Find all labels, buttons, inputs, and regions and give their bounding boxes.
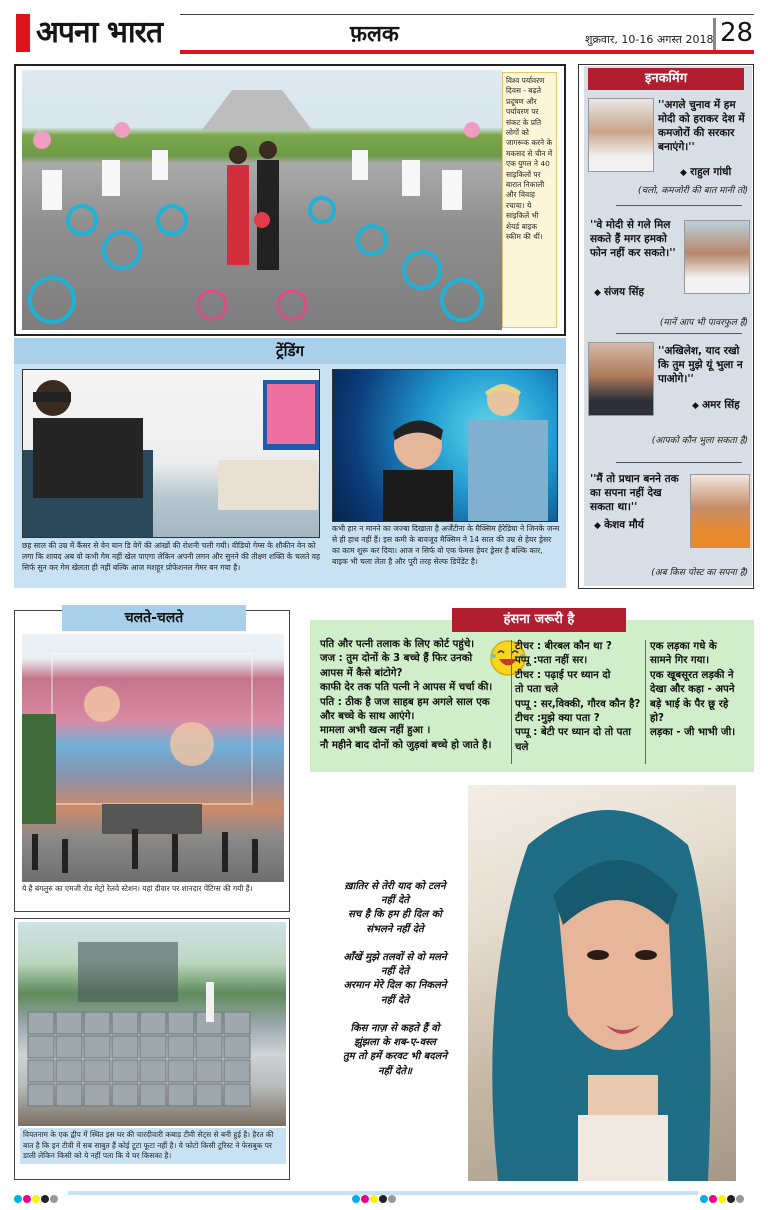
portrait-amar-singh	[588, 342, 654, 416]
joke-line: लड़का - जी भाभी जी।	[650, 727, 736, 739]
actress-portrait-photo	[468, 785, 736, 1181]
quote-text: ''मैं तो प्रधान बनने तक का सपना नहीं देख सकता था।''	[590, 473, 679, 513]
masthead-top-rule	[180, 14, 754, 15]
portrait-rahul-gandhi	[588, 98, 654, 172]
tv-house-caption: वियतनाम के एक द्वीप में स्थित इस घर की चारदीवारी कबाड़ टीवी सेट्स से बनी हुई है। हैरत की बात है कि इन टीवी में सब साबुत हैं कोई टूटा फूटा नहीं है। ये फोटो किसी टूरिस्ट ने फेसबुक पर डाली लेकिन किसी को ये नहीं पता कि ये घर किसका है।	[20, 1128, 286, 1164]
joke-line: एक लड़का गधे के	[650, 641, 717, 652]
joke-line: जज : तुम दोनों के 3 बच्चे हैं फिर उनको	[320, 653, 473, 665]
poem-line: आँखें मुझे तलवों से वो मलने	[343, 952, 447, 964]
quote-text: ''अखिलेश, याद रखो कि तुम मुझे यूं भुला न पाओगे।''	[658, 345, 743, 385]
joke-line: टीचर : पढ़ाई पर ध्यान दो	[515, 669, 611, 681]
joke-line: देखा और कहा - अपने	[650, 684, 735, 696]
joke-line: चले	[515, 741, 529, 753]
trending-heading: ट्रेंडिंग	[14, 338, 566, 364]
poem-line: संभलने नहीं देते	[366, 923, 424, 935]
poem-line: अरमान मेरे दिल का निकलने	[343, 980, 447, 992]
joke-line: पप्पू :पता नहीं सर।	[515, 655, 588, 667]
joke-divider	[511, 640, 512, 764]
top-story-caption: विश्व पर्यावरण दिवस - बढ़ते प्रदूषण और पर्यावरण पर संकट के प्रति लोगों को जागरूक करने के मकसद से चीन में एक युगल ने 40 साइकिलों पर बारात निकाली और विवाह रचाया। ये साइकिलें भी शेयर्ड बाइक स्कीम की थीं।	[506, 76, 553, 242]
joke-column-2	[515, 640, 643, 755]
tv-wall-photo	[18, 922, 286, 1126]
joke-line: हो?	[650, 713, 664, 725]
joke-line: पति और पत्नी तलाक के लिए कोर्ट पहुंचे।	[320, 639, 475, 650]
joke-line: टीचर :मुझे क्या पता ?	[515, 713, 600, 725]
poem-line	[330, 937, 460, 951]
joke-line: पप्पू : बेटी पर ध्यान दो तो पता	[515, 727, 631, 739]
newspaper-logo: अपना भारत	[36, 15, 163, 50]
joke-line: पप्पू : सर,विक्की, गौरव कौन है?	[515, 698, 641, 710]
poem-line: ख़ातिर से तेरी याद को टलने	[344, 881, 446, 892]
quote-tag: (चलो, कमजोरी की बात मानी तो)	[638, 186, 748, 196]
joke-line: पति : ठीक है जज साहब हम अगले साल एक	[320, 696, 490, 708]
portrait-keshav-maurya	[690, 474, 750, 548]
joke-line: एक खूबसूरत लड़की ने	[650, 669, 734, 681]
metro-illustration	[22, 634, 284, 882]
quote-author: ◆ राहुल गांधी	[680, 165, 731, 179]
barber-photo	[332, 369, 558, 522]
quote-divider	[616, 462, 742, 463]
page-number-separator	[713, 18, 716, 50]
portrait-sanjay-singh	[684, 220, 750, 294]
barber-illustration	[333, 370, 558, 522]
page-number: 28	[720, 18, 754, 48]
incoming-heading: इनकमिंग	[588, 68, 744, 90]
quote-text: ''वे मोदी से गले मिल सकते हैं मगर हमको फोन नहीं कर सकते।''	[590, 219, 676, 259]
joke-line: तो पता चले	[515, 684, 559, 696]
registration-marks-right	[700, 1188, 745, 1198]
quote-tag: (आपको कौन भुला सकता है)	[651, 436, 748, 446]
quote-text: ''अगले चुनाव में हम मोदी को हराकर देश में कमजोरों की सरकार बनाएंगे।''	[658, 99, 745, 153]
poem-line: नहीं देते	[381, 966, 409, 978]
vr-gamer-illustration	[23, 370, 320, 538]
chalte-chalte-heading: चलते-चलते	[62, 605, 246, 631]
barber-caption: कभी हार न मानने का जज्बा दिखाता है अर्जेंटीना के मैक्सिम हेरेडिया ने जिनके जन्म से ही हाथ नहीं हैं। इस कमी के बावजूद मैक्सिम ने 14 साल की उम्र से हेयर ड्रेसर का काम शुरू कर दिया। आज न सिर्फ वो एक फेमस हेयर ड्रेसर है बल्कि कार, बाइक भी चला लेता है और पूरी तरह सेल्फ डिपेंडेंट है।	[332, 524, 560, 566]
registration-marks-center	[352, 1188, 397, 1198]
poem-line: झुंझला के शब-ए-वस्ल	[354, 1037, 436, 1049]
joke-line: काफी देर तक पति पत्नी ने आपस में चर्चा की।	[320, 682, 493, 694]
joke-line: बड़े भाई के पैर छू रहे	[650, 698, 729, 710]
jokes-heading: हंसना जरूरी है	[452, 608, 626, 632]
top-story-caption-box	[502, 72, 557, 328]
joke-column-1	[320, 638, 516, 753]
metro-station-photo	[22, 634, 284, 882]
tv-wall-illustration	[18, 922, 286, 1126]
cyclists-wedding-photo	[22, 70, 502, 330]
poem-line: किस नाज़ से कहते हैं वो	[350, 1023, 440, 1035]
registration-marks-left	[14, 1188, 59, 1198]
poem-line: तुम तो हमें करवट भी बदलने	[342, 1051, 447, 1063]
vr-gamer-photo	[22, 369, 320, 538]
poem	[330, 880, 460, 1079]
quote-author: ◆ संजय सिंह	[594, 285, 644, 299]
joke-line: मामला अभी खत्म नहीं हुआ ।	[320, 725, 431, 737]
joke-line: टीचर : बीरबल कौन था ?	[515, 641, 612, 652]
masthead-red-rule	[180, 50, 754, 54]
vr-gamer-caption: छह साल की उम्र में कैंसर से वेन यान डि वेगें की आंखों की रोशनी चली गयी। वीडियो गेम्स के शौकीन वेन को लगा कि शायद अब वो कभी गेम नहीं खेल पाएगा लेकिन अपनी लगन और सुनने की तीक्ष्ण शक्ति के चलते वह सिर्फ सुन कर गेम खेलता ही नहीं बल्कि आज मशहूर प्रोफेशनल गेमर बन गया है।	[22, 541, 321, 572]
poem-line	[330, 1008, 460, 1022]
quote-divider	[616, 333, 742, 334]
actress-illustration	[468, 785, 736, 1181]
poem-line: नहीं देते	[381, 994, 409, 1006]
poem-line: सच है कि हम ही दिल को	[348, 909, 442, 921]
joke-line: आपस में कैसे बांटोगे?	[320, 667, 403, 679]
joke-line: सामने गिर गया।	[650, 655, 710, 667]
joke-divider	[645, 640, 646, 764]
joke-line: और बच्चे के साथ आएंगे।	[320, 711, 415, 723]
cyclists-illustration	[22, 70, 502, 330]
quote-tag: (अब किस पोस्ट का सपना है)	[651, 568, 748, 578]
quote-author: ◆ केशव मौर्य	[594, 518, 644, 532]
issue-date: शुक्रवार, 10-16 अगस्त 2018	[585, 33, 714, 46]
section-title: फ़लक	[350, 22, 399, 47]
joke-line: नौ महीने बाद दोनों को जुड़वां बच्चे हो जाते है।	[320, 739, 492, 751]
poem-line: नहीं देते	[381, 895, 409, 907]
poem-line: नहीं देते॥	[378, 1065, 412, 1077]
quote-tag: (मानें आप भी पावरफुल हैं)	[659, 318, 748, 328]
joke-column-3	[650, 640, 752, 741]
quote-author: ◆ अमर सिंह	[692, 398, 740, 412]
metro-caption: ये है बंगलुरु का एमजी रोड मेट्रो रेलवे स्टेशन। यहां दीवार पर शानदार पेंटिंग्स की गयी हैं।	[22, 884, 253, 893]
logo-red-bar	[16, 14, 30, 52]
quote-divider	[616, 205, 742, 206]
